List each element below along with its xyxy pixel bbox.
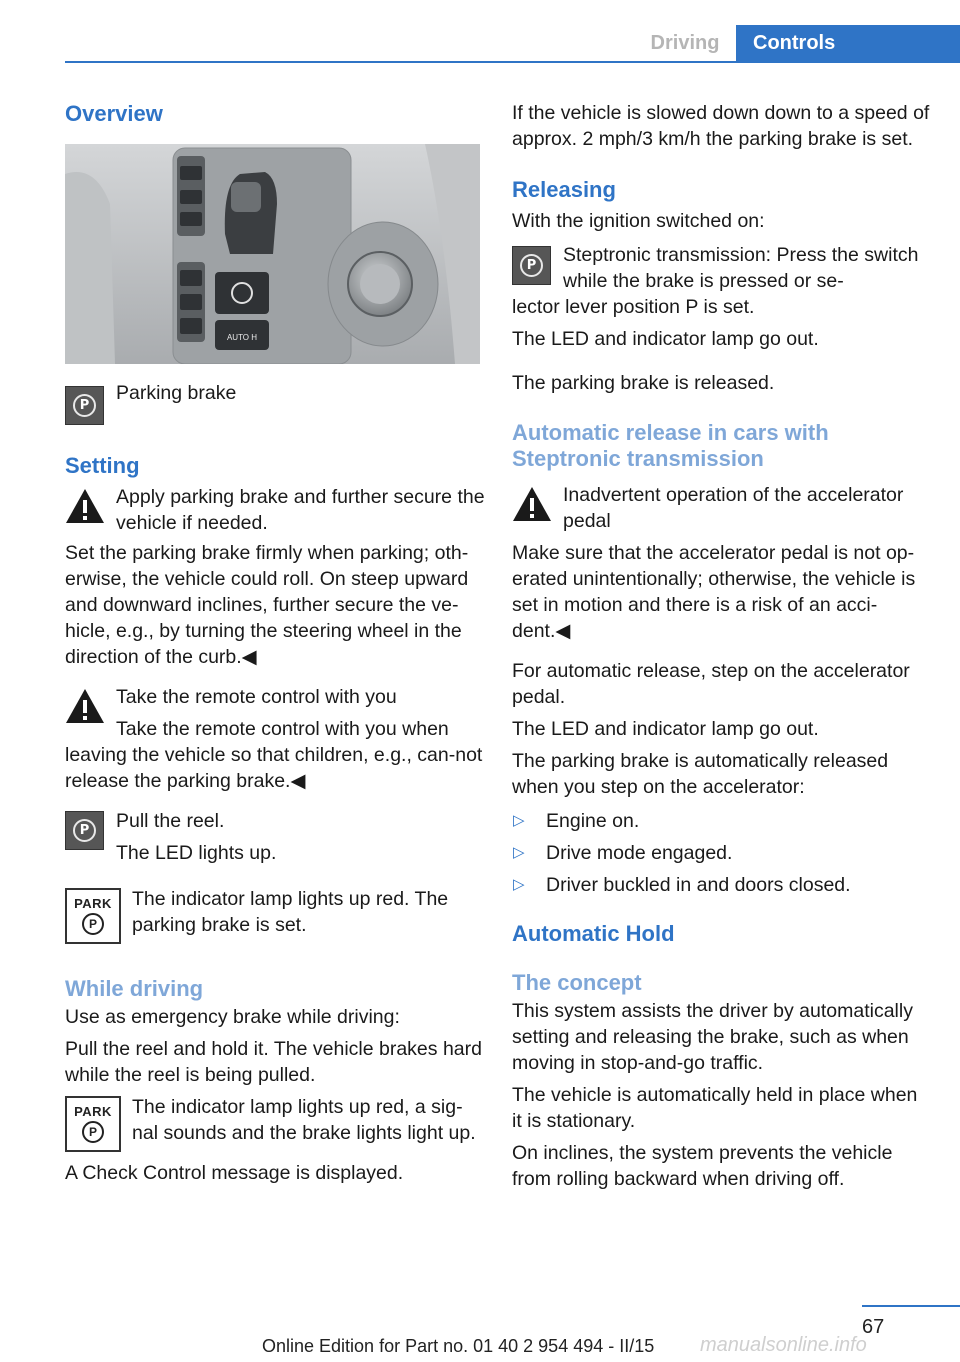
warning-remote-control-body-start: Take the remote control with you when: [116, 718, 449, 740]
bullet-triangle-icon: ▷: [513, 844, 525, 861]
right-column: [512, 100, 930, 1192]
intro-text: If the vehicle is slowed down down to a speed of approx. 2 mph/3 km/h the parking brake is set.: [512, 102, 930, 150]
parking-brake-photo: [65, 144, 480, 364]
footer-rule: [862, 1305, 960, 1307]
edition-text: Online Edition for Part no. 01 40 2 954 494 - II/15: [262, 1336, 655, 1356]
warning-secure-vehicle-body: Set the parking brake firmly when parking; oth‐erwise, the vehicle could roll. On steep upward and downward inclines, further secure the ve‐hicle, e.g., by turning the steering wheel in the direction of the curb.◀: [65, 542, 469, 668]
parking-brake-label: Parking brake: [116, 382, 237, 404]
overview-heading: Overview: [65, 101, 163, 126]
check-control-text: A Check Control message is displayed.: [65, 1162, 404, 1184]
warning-secure-vehicle-title: Apply parking brake and further secure the vehicle if needed.: [116, 486, 485, 534]
warning-triangle-icon: [512, 486, 552, 522]
pull-reel-text: Pull the reel.: [116, 810, 225, 832]
list-item: ▷ Driver buckled in and doors closed.: [513, 874, 851, 896]
steptronic-text-rest: lector lever position P is set.: [512, 296, 755, 318]
header-chapter-controls[interactable]: Controls: [736, 25, 960, 63]
automatic-hold-heading: Automatic Hold: [512, 921, 675, 946]
warning-remote-control: [65, 684, 485, 742]
auto-release-heading: Automatic release in cars with Steptronic transmission: [512, 420, 829, 471]
warning-remote-control-title: Take the remote control with you: [116, 686, 397, 708]
warning-remote-control-body: leaving the vehicle so that children, e.g., can‐not release the parking brake.◀: [65, 744, 483, 792]
led-out-text: The LED and indicator lamp go out.: [512, 328, 819, 350]
parking-brake-legend: [65, 380, 485, 425]
header-section-driving[interactable]: Driving: [650, 32, 720, 54]
released-text: The parking brake is released.: [512, 372, 775, 394]
steptronic-step: [512, 242, 930, 294]
led-lights-text: The LED lights up.: [116, 842, 277, 864]
park-indicator-icon: PARK P: [65, 1096, 121, 1152]
warning-accelerator-body: Make sure that the accelerator pedal is not op‐erated unintentionally; otherwise, the vehicle is set in motion and there is a risk of an acci‐dent.◀: [512, 542, 916, 642]
steptronic-text: Steptronic transmission: Press the switch while the brake is pressed or se‐: [563, 244, 919, 292]
indicator-lamp-set: [65, 886, 485, 946]
while-driving-p2: Pull the reel and hold it. The vehicle brakes hard while the reel is being pulled.: [65, 1038, 482, 1086]
setting-heading: Setting: [65, 453, 140, 478]
concept-p3: On inclines, the system prevents the vehicle from rolling backward when driving off.: [512, 1142, 893, 1190]
warning-secure-vehicle: [65, 484, 485, 536]
indicator-lamp-emergency-text: The indicator lamp lights up red, a sig‐nal sounds and the brake lights light up.: [132, 1096, 476, 1144]
parking-brake-switch-icon: P: [65, 811, 104, 850]
list-item: ▷ Engine on.: [513, 810, 640, 832]
warning-accelerator: [512, 482, 930, 534]
release-conditions-list: [512, 808, 930, 898]
concept-heading: The concept: [512, 970, 642, 995]
led-out-text-2: The LED and indicator lamp go out.: [512, 718, 819, 740]
releasing-heading: Releasing: [512, 177, 616, 202]
auto-released-when-text: The parking brake is automatically released when you step on the accelerator:: [512, 750, 889, 798]
parking-brake-switch-icon: P: [65, 386, 104, 425]
parking-brake-switch-icon: P: [512, 246, 551, 285]
header-rule: [65, 61, 960, 63]
warning-triangle-icon: [65, 488, 105, 524]
concept-p2: The vehicle is automatically held in place when it is stationary.: [512, 1084, 918, 1132]
park-indicator-label: PARK: [74, 896, 112, 911]
indicator-lamp-set-text: The indicator lamp lights up red. The parking brake is set.: [132, 888, 449, 936]
ignition-text: With the ignition switched on:: [512, 210, 765, 232]
warning-accelerator-title: Inadvertent operation of the accelerator pedal: [563, 484, 904, 532]
center-console-illustration: [65, 144, 480, 364]
list-item: ▷ Drive mode engaged.: [513, 842, 733, 864]
while-driving-heading: While driving: [65, 976, 204, 1001]
auto-h-button-label: AUTO H: [226, 333, 258, 342]
page-number: 67: [862, 1316, 885, 1338]
auto-release-text: For automatic release, step on the accelerator pedal.: [512, 660, 910, 708]
watermark: manualsonline.info: [700, 1334, 867, 1356]
bullet-triangle-icon: ▷: [513, 812, 525, 829]
pull-reel-step: [65, 808, 485, 870]
park-indicator-icon: PARK P: [65, 888, 121, 944]
page-header: [0, 25, 960, 62]
left-column: [65, 100, 485, 1186]
indicator-lamp-emergency: [65, 1094, 485, 1154]
park-indicator-label: PARK: [74, 1104, 112, 1119]
bullet-triangle-icon: ▷: [513, 876, 525, 893]
warning-triangle-icon: [65, 688, 105, 724]
while-driving-p1: Use as emergency brake while driving:: [65, 1006, 400, 1028]
concept-p1: This system assists the driver by automatically setting and releasing the brake, such as when moving in stop-and-go traffic.: [512, 1000, 913, 1074]
